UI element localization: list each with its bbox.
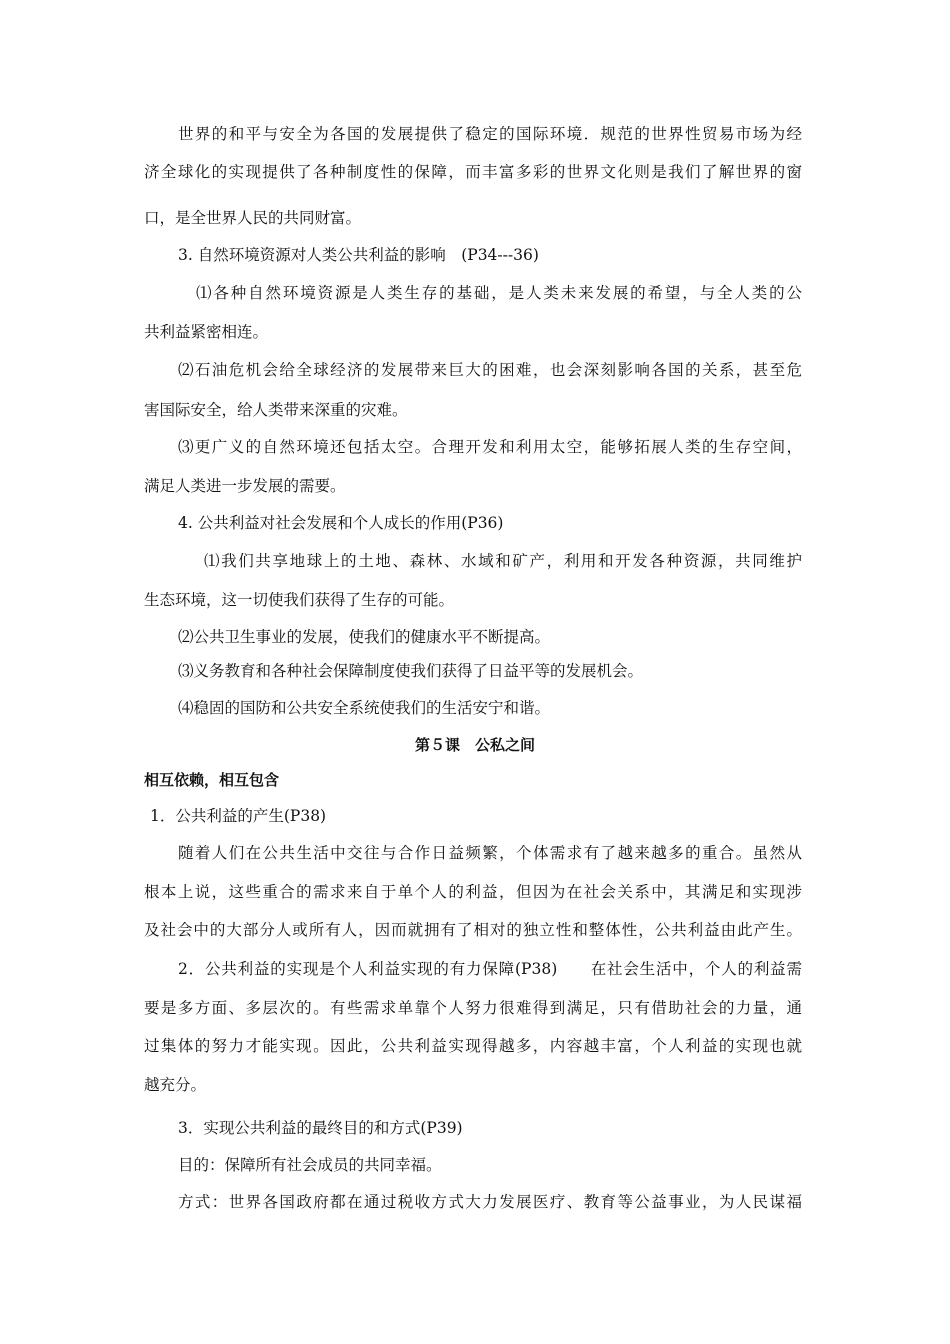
list-item: ⑶义务教育和各种社会保障制度使我们获得了日益平等的发展机会。 — [178, 662, 644, 680]
section-heading: 3. 自然环境资源对人类公共利益的影响 (P34---36) — [178, 246, 539, 264]
section-title: 相互依赖，相互包含 — [144, 771, 280, 789]
paragraph-line: 2．公共利益的实现是个人利益实现的有力保障(P38) 在社会生活中，个人的利益需 — [178, 960, 802, 978]
list-item: ⑴我们共享地球上的土地、森林、水域和矿产，利用和开发各种资源，共同维护 — [204, 552, 802, 570]
paragraph-line: 口，是全世界人民的共同财富。 — [144, 209, 362, 227]
list-item: ⑵公共卫生事业的发展，使我们的健康水平不断提高。 — [178, 628, 551, 646]
list-item: 满足人类进一步发展的需要。 — [144, 477, 346, 495]
paragraph-line: 过集体的努力才能实现。因此，公共利益实现得越多，内容越丰富，个人利益的实现也就 — [144, 1037, 802, 1055]
paragraph-line: 世界的和平与安全为各国的发展提供了稳定的国际环境．规范的世界性贸易市场为经 — [178, 125, 802, 143]
list-item: ⑴各种自然环境资源是人类生存的基础，是人类未来发展的希望，与全人类的公 — [196, 284, 802, 302]
list-item: 害国际安全，给人类带来深重的灾难。 — [144, 401, 408, 419]
list-item: 生态环境，这一切使我们获得了生存的可能。 — [144, 591, 455, 609]
paragraph-line: 及社会中的大部分人或所有人，因而就拥有了相对的独立性和整体性，公共利益由此产生。 — [144, 921, 802, 939]
lesson-title: 第５课 公私之间 — [414, 736, 535, 754]
paragraph-line: 目的：保障所有社会成员的共同幸福。 — [178, 1156, 442, 1174]
item-heading: 1．公共利益的产生(P38) — [150, 807, 327, 825]
paragraph-line: 根本上说，这些重合的需求来自于单个人的利益，但因为在社会关系中，其满足和实现涉 — [144, 883, 802, 901]
paragraph-line: 随着人们在公共生活中交往与合作日益频繁，个体需求有了越来越多的重合。虽然从 — [178, 844, 802, 862]
list-item: 共利益紧密相连。 — [144, 323, 269, 341]
list-item: ⑵石油危机会给全球经济的发展带来巨大的困难，也会深刻影响各国的关系，甚至危 — [178, 361, 802, 379]
list-item: ⑶更广义的自然环境还包括太空。合理开发和利用太空，能够拓展人类的生存空间， — [178, 438, 802, 456]
paragraph-line: 方式：世界各国政府都在通过税收方式大力发展医疗、教育等公益事业，为人民谋福 — [178, 1193, 802, 1211]
section-heading: 4. 公共利益对社会发展和个人成长的作用(P36) — [178, 514, 504, 532]
item-heading: 3．实现公共利益的最终目的和方式(P39) — [178, 1119, 463, 1137]
paragraph-line: 要是多方面、多层次的。有些需求单靠个人努力很难得到满足，只有借助社会的力量，通 — [144, 999, 802, 1017]
paragraph-line: 济全球化的实现提供了各种制度性的保障，而丰富多彩的世界文化则是我们了解世界的窗 — [144, 163, 802, 181]
paragraph-line: 越充分。 — [144, 1076, 207, 1094]
list-item: ⑷稳固的国防和公共安全系统使我们的生活安宁和谐。 — [178, 699, 551, 717]
